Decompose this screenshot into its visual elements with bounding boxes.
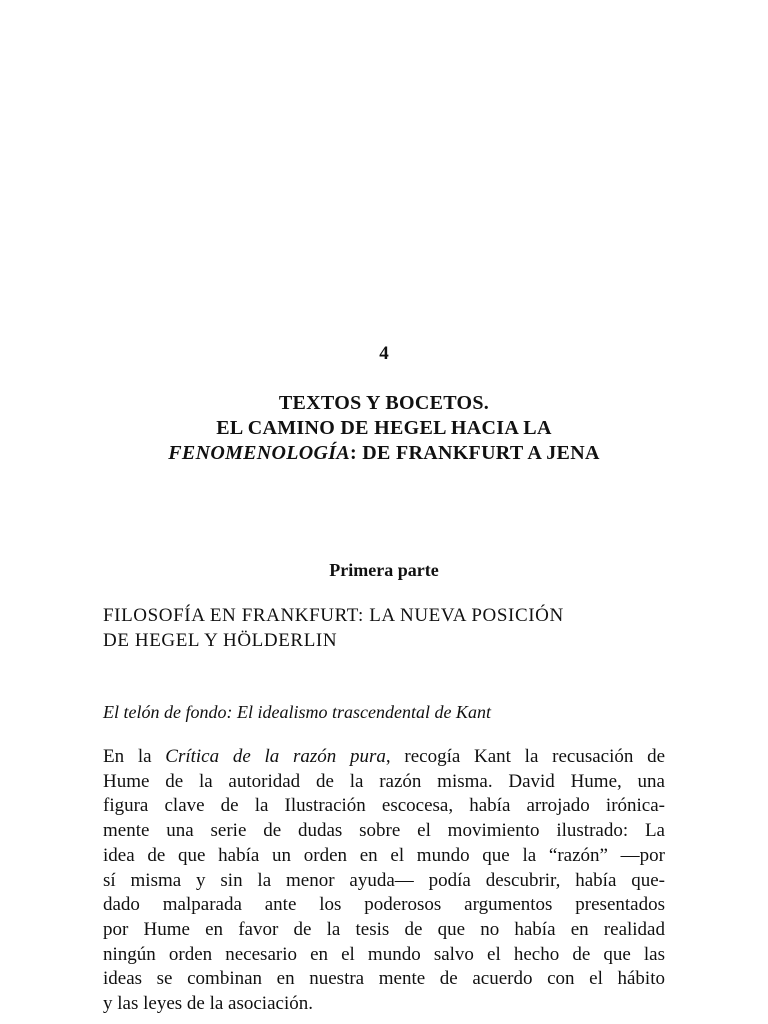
chapter-number: 4 — [379, 343, 389, 364]
part-heading: Primera parte — [329, 560, 439, 580]
body-line: mente una serie de dudas sobre el movimiento ilustrado: La — [103, 820, 665, 842]
chapter-title-line-2: EL CAMINO DE HEGEL HACIA LA — [216, 417, 552, 439]
subsection-heading: El telón de fondo: El idealismo trascendental de Kant — [103, 702, 491, 722]
section-heading-line-1: FILOSOFÍA EN FRANKFURT: LA NUEVA POSICIÓN — [103, 605, 564, 626]
body-line: por Hume en favor de la tesis de que no había en realidad — [103, 918, 665, 940]
chapter-title — [0, 391, 768, 466]
body-line: idea de que había un orden en el mundo que la “razón” —por — [103, 844, 665, 866]
body-line: ideas se combinan en nuestra mente de acuerdo con el hábito — [103, 968, 665, 990]
book-title-italic: Crítica de la razón pura — [165, 746, 386, 767]
chapter-title-line-1: TEXTOS Y BOCETOS. — [278, 392, 490, 414]
body-line — [103, 745, 665, 770]
chapter-title-line-3-rest: : DE FRANKFURT A JENA — [350, 442, 600, 464]
body-line: dado malparada ante los poderosos argumentos presentados — [103, 894, 665, 916]
body-line-1-pre: En la — [103, 746, 166, 767]
chapter-title-italic-word: FENOMENOLOGÍA — [168, 442, 350, 464]
section-heading-line-2: DE HEGEL Y HÖLDERLIN — [103, 630, 338, 651]
body-line: Hume de la autoridad de la razón misma. David Hume, una — [103, 770, 665, 792]
body-line-1-post: , recogía Kant la recusación de — [385, 746, 666, 767]
body-paragraph — [103, 745, 665, 1017]
body-line: y las leyes de la asociación. — [103, 993, 313, 1015]
chapter-title-line-3 — [0, 441, 768, 466]
body-line: figura clave de la Ilustración escocesa, había arrojado irónica- — [103, 795, 665, 817]
section-heading — [103, 603, 703, 653]
body-line: sí misma y sin la menor ayuda— podía descubrir, había que- — [103, 869, 665, 891]
body-line: ningún orden necesario en el mundo salvo el hecho de que las — [103, 943, 665, 965]
